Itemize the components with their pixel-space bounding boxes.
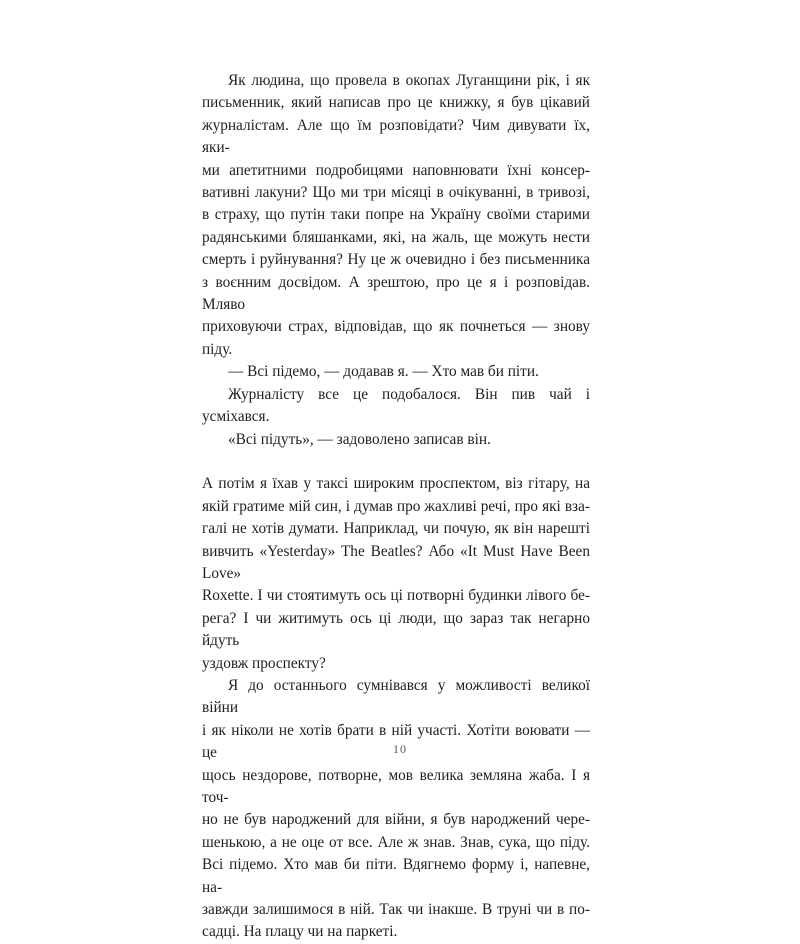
text-line: з воєнним досвідом. А зрештою, про це я і розповідав. Мляво (202, 273, 590, 314)
section-break (202, 451, 590, 473)
text-line: — Всі підемо, — додавав я. — Хто мав би піти. (228, 363, 539, 381)
text-line: вативні лакуни? Що ми три місяці в очікуванні, в тривозі, (202, 184, 590, 202)
text-line: ми апетитними подробицями наповнювати їхні консер- (202, 161, 590, 179)
text-line: Як людина, що провела в окопах Луганщини рік, і як (228, 72, 590, 89)
text-line: Журналісту все це подобалося. Він пив чай і усміхався. (202, 385, 590, 426)
text-line: А потім я їхав у таксі широким проспектом, віз гітару, на (202, 475, 590, 493)
text-line: Я до останнього сумнівався у можливості великої війни (202, 676, 590, 717)
body-text (202, 70, 590, 944)
text-line: Всі підемо. Хто мав би піти. Вдягнемо форму і, напевне, на- (202, 856, 590, 896)
text-line: садці. На плацу чи на паркеті. (202, 923, 398, 941)
text-block-interview (202, 70, 590, 451)
text-line: галі не хотів думати. Наприклад, чи почую, як він нарешті (202, 520, 590, 538)
text-line: Roxette. І чи стоятимуть ось ці потворні будинки лівого бе- (202, 587, 590, 605)
text-line: і як ніколи не хотів брати в ній участі. Хотіти воювати — це (202, 721, 590, 762)
text-line: но не був народжений для війни, я був народжений чере- (202, 811, 590, 829)
text-line: якій гратиме мій син, і думав про жахливі речі, про які взa- (202, 497, 590, 515)
page-number: 10 (393, 742, 407, 756)
text-line: шенькою, а не оце от все. Але ж знав. Знав, сука, що піду. (202, 833, 590, 851)
text-line: рега? І чи житимуть ось ці люди, що зараз так негарно йдуть (202, 609, 590, 650)
text-line: в страху, що путін таки попре на Україну своїми старими (202, 206, 590, 224)
text-line: журналістам. Але що їм розповідати? Чим дивувати їх, яки- (202, 116, 590, 157)
text-line: смерть і руйнування? Ну це ж очевидно і без письменника (202, 251, 590, 269)
text-line: «Всі підуть», — задоволено записав він. (228, 430, 491, 448)
text-line: письменник, який написав про це книжку, я був цікавий (202, 94, 590, 112)
text-line: завжди залишимося в ній. Так чи інакше. В труні чи в по- (202, 901, 590, 919)
text-block-taxi (202, 473, 590, 944)
text-line: радянськими бляшанками, які, на жаль, ще можуть нести (202, 228, 590, 246)
text-line: приховуючи страх, відповідав, що як почнеться — знову піду. (202, 318, 590, 358)
text-line: уздовж проспекту? (202, 654, 326, 672)
text-line: щось нездорове, потворне, мов велика земляна жаба. І я точ- (202, 766, 590, 806)
text-line: вивчить «Yesterday» The Beatles? Або «It Must Have Been Love» (202, 542, 590, 582)
